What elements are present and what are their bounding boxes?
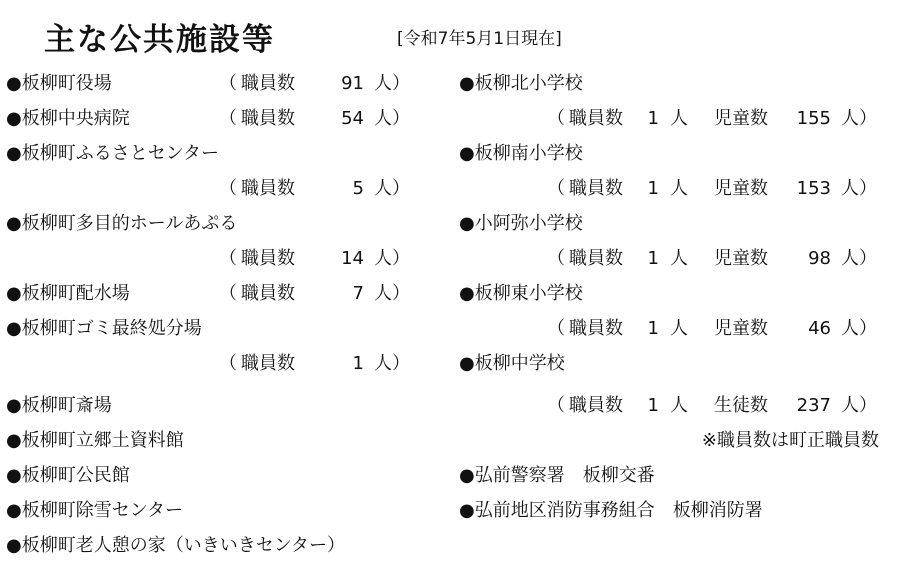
staff-label: 職員数: [569, 108, 623, 129]
paren-open: （: [547, 108, 565, 129]
school-row: [459, 346, 899, 381]
facility-row: [459, 458, 899, 493]
staff-count: 1: [647, 108, 659, 129]
facility-name: ●板柳町老人憩の家（いきいきセンター）: [6, 535, 345, 556]
school-name: ●板柳南小学校: [459, 143, 583, 164]
staff-unit: 人: [670, 318, 688, 339]
note-row: [459, 423, 879, 458]
facility-name: ●板柳町多目的ホールあぷる: [6, 213, 238, 234]
student-count: 98: [808, 248, 831, 269]
paren-open: （: [219, 248, 237, 269]
unit-label: 人）: [841, 108, 877, 129]
school-row: [459, 276, 899, 311]
staff-label: 職員数: [569, 395, 623, 416]
staff-unit: 人: [670, 395, 688, 416]
staff-count: 5: [352, 178, 364, 199]
count-label: 生徒数: [714, 395, 768, 416]
as-of-date: [令和7年5月1日現在]: [397, 29, 562, 49]
staff-label: 職員数: [569, 248, 623, 269]
school-name: ●板柳北小学校: [459, 73, 583, 94]
facility-row: [6, 136, 426, 171]
school-name: ●板柳中学校: [459, 353, 565, 374]
staff-count: 1: [647, 318, 659, 339]
school-name: ●板柳東小学校: [459, 283, 583, 304]
unit-label: 人）: [374, 73, 410, 94]
school-detail-row: [459, 388, 899, 423]
unit-label: 人）: [841, 248, 877, 269]
facility-row: [6, 423, 426, 458]
paren-open: （: [219, 108, 237, 129]
school-detail-row: [459, 241, 899, 276]
staff-label: 職員数: [569, 318, 623, 339]
facility-detail-row: [6, 241, 426, 276]
staff-note: ※職員数は町正職員数: [701, 430, 879, 451]
count-label: 児童数: [714, 318, 768, 339]
facility-row: [6, 66, 426, 101]
school-detail-row: [459, 311, 899, 346]
staff-count: 7: [352, 283, 364, 304]
facility-row: [459, 493, 899, 528]
unit-label: 人）: [841, 395, 877, 416]
staff-unit: 人: [670, 248, 688, 269]
paren-open: （: [219, 178, 237, 199]
unit-label: 人）: [841, 178, 877, 199]
staff-count: 1: [647, 178, 659, 199]
facility-row: [6, 276, 426, 311]
school-detail-row: [459, 171, 899, 206]
staff-count: 1: [647, 395, 659, 416]
unit-label: 人）: [374, 178, 410, 199]
count-label: 児童数: [714, 178, 768, 199]
paren-open: （: [547, 395, 565, 416]
staff-label: 職員数: [241, 283, 295, 304]
facility-name: ●板柳町配水場: [6, 283, 130, 304]
staff-count: 91: [341, 73, 364, 94]
staff-label: 職員数: [241, 178, 295, 199]
paren-open: （: [547, 248, 565, 269]
facility-name: ●弘前警察署 板柳交番: [459, 465, 655, 486]
staff-label: 職員数: [241, 108, 295, 129]
staff-label: 職員数: [241, 248, 295, 269]
unit-label: 人）: [374, 283, 410, 304]
unit-label: 人）: [374, 353, 410, 374]
facility-detail-row: [6, 171, 426, 206]
student-count: 46: [808, 318, 831, 339]
facility-name: ●弘前地区消防事務組合 板柳消防署: [459, 500, 763, 521]
facility-name: ●板柳町役場: [6, 73, 112, 94]
paren-open: （: [219, 283, 237, 304]
facility-name: ●板柳町除雪センター: [6, 500, 183, 521]
school-row: [459, 206, 899, 241]
facility-row: [6, 101, 426, 136]
school-detail-row: [459, 101, 899, 136]
count-label: 児童数: [714, 248, 768, 269]
paren-open: （: [547, 318, 565, 339]
unit-label: 人）: [374, 248, 410, 269]
paren-open: （: [547, 178, 565, 199]
count-label: 児童数: [714, 108, 768, 129]
staff-label: 職員数: [241, 353, 295, 374]
staff-count: 54: [341, 108, 364, 129]
page-title: 主な公共施設等: [44, 22, 275, 58]
unit-label: 人）: [841, 318, 877, 339]
facility-detail-row: [6, 346, 426, 381]
staff-count: 1: [352, 353, 364, 374]
staff-label: 職員数: [569, 178, 623, 199]
staff-label: 職員数: [241, 73, 295, 94]
facility-name: ●板柳町斎場: [6, 395, 112, 416]
facility-row: [6, 528, 426, 563]
school-row: [459, 66, 899, 101]
facility-name: ●板柳町ふるさとセンター: [6, 143, 219, 164]
student-count: 237: [796, 395, 831, 416]
facility-row: [6, 388, 426, 423]
paren-open: （: [219, 73, 237, 94]
school-row: [459, 136, 899, 171]
facility-name: ●板柳町ゴミ最終処分場: [6, 318, 202, 339]
staff-unit: 人: [670, 178, 688, 199]
facility-row: [6, 206, 426, 241]
facility-row: [6, 458, 426, 493]
school-name: ●小阿弥小学校: [459, 213, 583, 234]
paren-open: （: [219, 353, 237, 374]
unit-label: 人）: [374, 108, 410, 129]
facility-row: [6, 493, 426, 528]
facility-name: ●板柳町公民館: [6, 465, 130, 486]
facility-row: [6, 311, 426, 346]
staff-count: 14: [341, 248, 364, 269]
facility-name: ●板柳中央病院: [6, 108, 130, 129]
student-count: 155: [796, 108, 831, 129]
student-count: 153: [796, 178, 831, 199]
staff-unit: 人: [670, 108, 688, 129]
facility-name: ●板柳町立郷土資料館: [6, 430, 184, 451]
staff-count: 1: [647, 248, 659, 269]
